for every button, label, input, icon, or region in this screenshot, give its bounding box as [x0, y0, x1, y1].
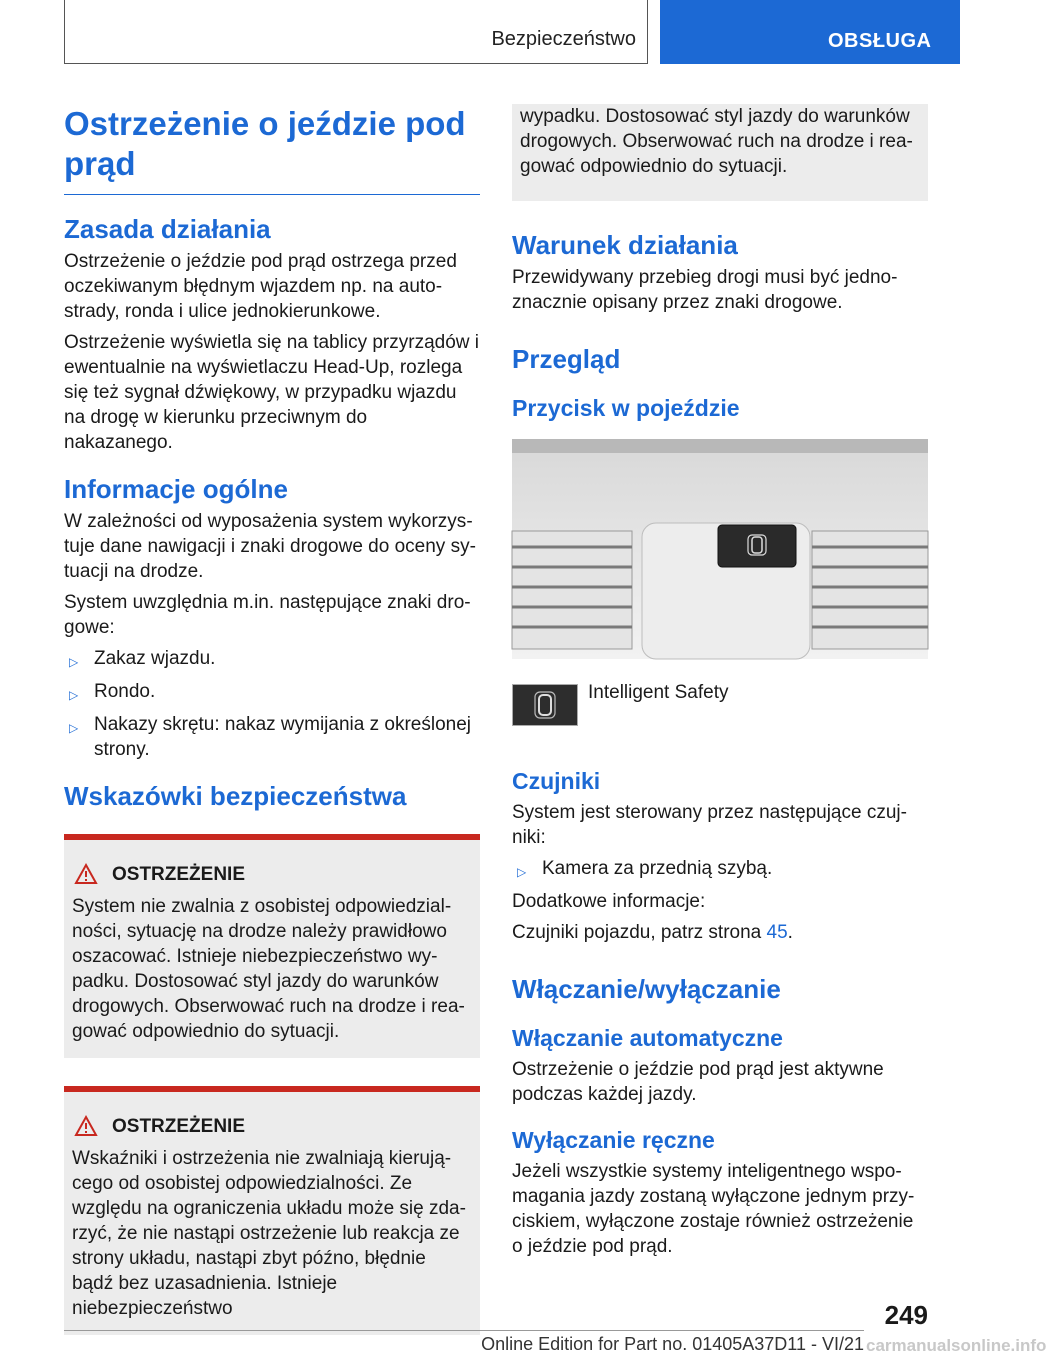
sign-list — [64, 646, 480, 762]
warning-title: OSTRZEŻENIE — [112, 864, 246, 885]
heading-auto: Włączanie automatyczne — [512, 1025, 783, 1051]
heading-czujniki: Czujniki — [512, 768, 601, 794]
list-item: ▷ Nakazy skrętu: nakaz wymijania z określonej strony. — [69, 714, 471, 760]
warning-box-continued — [512, 104, 928, 201]
heading-zasada: Zasada działania — [64, 214, 271, 244]
paragraph: Przewidywany przebieg drogi musi być jednoznacznie opisany przez znaki drogowe. — [512, 267, 898, 313]
right-column — [512, 104, 928, 1259]
triangle-bullet-icon: ▷ — [69, 721, 79, 735]
paragraph: System jest sterowany przez następujące czujniki: — [512, 802, 907, 848]
page-number: 249 — [884, 1300, 928, 1330]
paragraph: W zależności od wyposażenia system wykorzystuje dane nawigacji i znaki drogowe do oceny sytuacji na drodze. — [64, 511, 476, 582]
triangle-bullet-icon: ▷ — [69, 688, 79, 702]
footer-divider — [64, 1330, 864, 1331]
heading-info: Informacje ogólne — [64, 474, 288, 504]
vehicle-button-photo — [512, 439, 928, 659]
warning-text: Wskaźniki i ostrzeżenia nie zwalniają kierującego od osobistej odpowiedzialności. Ze względu na ograniczenia układu może się zdarzyć, że nie nastąpi ostrzeżenie lub reakcja ze strony układu, nastąpi zbyt późno, błędnie bądź bez uzasadnienia. Istnieje niebezpieczeństwo — [72, 1148, 466, 1319]
paragraph-with-ref: Czujniki pojazdu, patrz strona 45. — [512, 922, 793, 943]
paragraph: Jeżeli wszystkie systemy inteligentnego wspomagania jazdy zostaną wyłączone jednym przyciskiem, wyłączone zostaje również ostrzeżenie o jeździe pod prąd. — [512, 1161, 915, 1257]
intelligent-safety-button-icon — [512, 684, 578, 726]
page-title: Ostrzeżenie o jeździe pod prąd — [64, 104, 480, 195]
heading-przycisk: Przycisk w pojeździe — [512, 395, 740, 421]
watermark: carmanualsonline.info — [866, 1336, 1046, 1355]
paragraph: Ostrzeżenie wyświetla się na tablicy przyrządów i ewentualnie na wyświetlaczu Head-Up, rozlega się też sygnał dźwiękowy, w przypadku wjazdu na drogę w kierunku przeciwnym do nakazanego. — [64, 332, 479, 453]
header-tab[interactable] — [660, 0, 960, 64]
button-label: Intelligent Safety — [588, 682, 729, 703]
triangle-bullet-icon: ▷ — [517, 865, 527, 879]
paragraph: System uwzględnia m.in. następujące znaki drogowe: — [64, 592, 471, 638]
heading-przeglad: Przegląd — [512, 344, 621, 374]
heading-reczne: Wyłączanie ręczne — [512, 1127, 715, 1153]
header-tab-label: OBSŁUGA — [828, 30, 932, 52]
footer-edition: Online Edition for Part no. 01405A37D11 - VI/21 — [481, 1334, 864, 1354]
warning-text: System nie zwalnia z osobistej odpowiedzialności, sytuację na drodze należy prawidłowo oszacować. Istnieje niebezpieczeństwo wypadku. Dostosować styl jazdy do warunków drogowych. Obserwować ruch na drodze i reagować odpowiednio do sytuacji. — [72, 896, 465, 1042]
header-section-title: Bezpieczeństwo — [491, 28, 636, 50]
button-legend — [512, 680, 928, 760]
warning-box — [64, 834, 480, 1058]
sensor-list — [512, 856, 928, 881]
warning-triangle-icon — [74, 1115, 98, 1137]
list-item: ▷ Kamera za przednią szybą. — [512, 856, 928, 881]
paragraph: Dodatkowe informacje: — [512, 891, 706, 912]
heading-warunek: Warunek działania — [512, 230, 738, 260]
list-item: ▷ Zakaz wjazdu. — [64, 646, 480, 671]
warning-triangle-icon — [74, 863, 98, 885]
left-column — [64, 104, 480, 1335]
paragraph: Ostrzeżenie o jeździe pod prąd jest aktywne podczas każdej jazdy. — [512, 1059, 884, 1105]
list-item: ▷ Rondo. — [64, 679, 480, 704]
warning-title: OSTRZEŻENIE — [112, 1116, 246, 1137]
warning-box — [64, 1086, 480, 1335]
heading-wlaczanie: Włączanie/wyłączanie — [512, 974, 781, 1004]
triangle-bullet-icon: ▷ — [69, 655, 79, 669]
warning-text: wypadku. Dostosować styl jazdy do warunków drogowych. Obserwować ruch na drodze i reagować odpowiednio do sytuacji. — [520, 106, 913, 177]
paragraph: Ostrzeżenie o jeździe pod prąd ostrzega przed oczekiwanym błędnym wjazdem np. na autostrady, ronda i ulice jednokierunkowe. — [64, 251, 457, 322]
page-link[interactable]: 45 — [766, 922, 788, 943]
heading-safety: Wskazówki bezpieczeństwa — [64, 781, 407, 811]
